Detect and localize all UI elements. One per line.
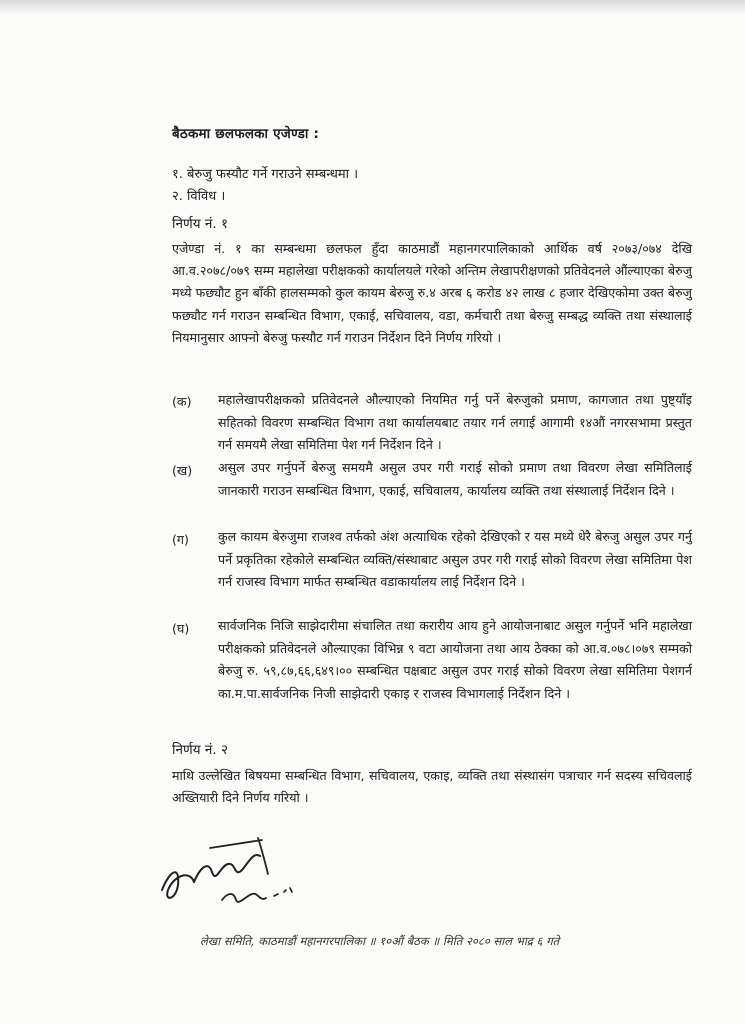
decision-2-heading: निर्णय नं. २	[172, 742, 228, 758]
decision-2-paragraph: माथि उल्लेखित बिषयमा सम्बन्धित विभाग, सचिवालय, एकाइ, व्यक्ति तथा संस्थासंग पत्राचार गर्न सदस्य सचिवलाई अख्तियारी दिने निर्णय गरियो ।	[172, 768, 692, 806]
subitem-label-ka: (क)	[172, 394, 192, 409]
decision-1-heading: निर्णय नं. १	[172, 216, 228, 232]
subitem-text-ga: कुल कायम बेरुजुमा राजश्व तर्फको अंश अत्याधिक रहेको देखिएको र यस मध्ये धेरै बेरुजु असुल उपर गर्नु पर्ने प्रकृतिका रहेकोले सम्बन्धित व्यक्ति/संस्थाबाट असुल उपर गरी गराई सोको विवरण लेखा समितिमा पेश गर्न राजस्व विभाग मार्फत सम्बन्धित वडाकार्यालय लाई निर्देशन दिने ।	[218, 529, 692, 590]
agenda-heading: बैठकमा छलफलका एजेण्डा :	[172, 126, 320, 142]
handwritten-signature	[150, 830, 310, 925]
decision-1-paragraph: एजेण्डा नं. १ का सम्बन्धमा छलफल हुँदा काठमाडौं महानगरपालिकाको आर्थिक वर्ष २०७३/०७४ देखि आ.व.२०७८/०७९ सम्म महालेखा परीक्षकको कार्यालयले गरेको अन्तिम लेखापरीक्षणको प्रतिवेदनले औंल्याएका बेरुजु मध्ये फछ्यौट हुन बाँकी हालसम्मको कुल कायम बेरुजु रु.४ अरब ६ करोड ४२ लाख ८ हजार देखिएकोमा उक्त बेरुजु फछ्यौट गर्न गराउन सम्बन्धित विभाग, एकाई, सचिवालय, वडा, कर्मचारी तथा बेरुजु सम्बद्ध व्यक्ति तथा संस्थालाई नियमानुसार आफ्नो बेरुजु फस्यौट गर्न गराउन निर्देशन दिने निर्णय गरियो ।	[172, 241, 692, 345]
subitem-label-kha: (ख)	[172, 463, 193, 478]
subitem-text-gha: सार्वजनिक निजि साझेदारीमा संचालित तथा करारीय आय हुने आयोजनाबाट असुल गर्नुपर्ने भनि महालेखा परीक्षकको प्रतिवेदनले औल्याएका विभिन्न ९ वटा आयोजना तथा आय ठेक्का को आ.व.०७८।०७९ सम्मको बेरुजु रु. ५९,८७,६६,६४९।०० सम्बन्धित पक्षबाट असुल उपर गराई सोको विवरण लेखा समितिमा पेशगर्न का.म.पा.सार्वजनिक निजी साझेदारी एकाइ र राजस्व विभागलाई निर्देशन दिने ।	[218, 618, 692, 701]
subitem-text-ka: महालेखापरीक्षकको प्रतिवेदनले औल्याएको नियमित गर्नु पर्ने बेरुजुको प्रमाण, कागजात तथा पुष्ट्याँइ सहितको विवरण सम्बन्धित विभाग तथा कार्यालयबाट तयार गर्न लगाई आगामी १४औं नगरसभामा प्रस्तुत गर्न समयमै लेखा समितिमा पेश गर्न निर्देशन दिने ।	[218, 392, 692, 453]
subitem-label-gha: (घ)	[172, 621, 190, 636]
agenda-item: २. विविध ।	[172, 189, 226, 204]
agenda-item: १. बेरुजु फस्यौट गर्ने गराउने सम्बन्धमा ।	[172, 167, 359, 182]
scan-shadow	[0, 0, 745, 14]
subitem-label-ga: (ग)	[172, 532, 189, 547]
document-footer: लेखा समिति, काठमाडौं महानगरपालिका ॥ १०औं बैठक ॥ मिति २०८० साल भाद्र ६ गते	[200, 934, 560, 948]
subitem-text-kha: असुल उपर गर्नुपर्ने बेरुजु समयमै असुल उपर गरी गराई सोको प्रमाण तथा विवरण लेखा समितिलाई जानकारी गराउन सम्बन्धित विभाग, एकाई, सचिवालय, कार्यालय व्यक्ति तथा संस्थालाई निर्देशन दिने ।	[218, 460, 692, 498]
